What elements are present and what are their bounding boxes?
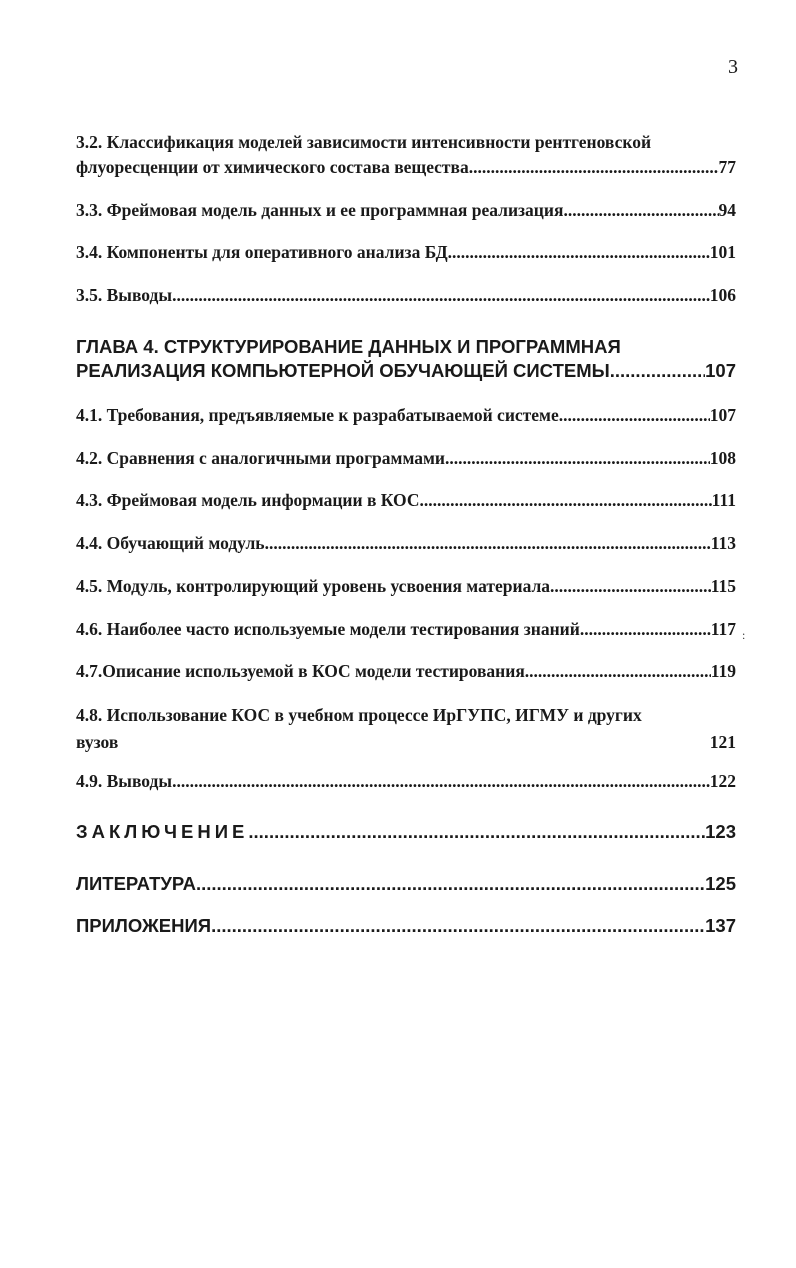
toc-entry-title-line1: 4.8. Использование КОС в учебном процессе ИрГУПС, ИГМУ и других — [76, 705, 642, 725]
leader-dots — [563, 200, 718, 221]
toc-entry-4-7 — [76, 661, 736, 682]
toc-entry-appendices — [76, 915, 736, 937]
leader-dots — [445, 448, 710, 469]
toc-entry-4-6 — [76, 619, 736, 640]
toc-entry-page: 108 — [709, 448, 736, 468]
toc-entry-page: 94 — [718, 200, 736, 220]
toc-entry-4-8 — [76, 705, 736, 753]
toc-entry-page: 137 — [705, 915, 736, 936]
toc-entry-title: 4.4. Обучающий модуль — [76, 533, 265, 553]
toc-entry-title: ЛИТЕРАТУРА — [76, 873, 196, 894]
leader-dots — [420, 490, 712, 511]
toc-entry-page: 122 — [709, 771, 736, 791]
toc-entry-page: 107 — [705, 360, 736, 381]
toc-entry-page: 106 — [709, 285, 736, 305]
toc-entry-page: 125 — [705, 873, 736, 894]
toc-entry-4-2 — [76, 448, 736, 469]
toc-entry-4-1 — [76, 405, 736, 426]
toc-entry-title: РЕАЛИЗАЦИЯ КОМПЬЮТЕРНОЙ ОБУЧАЮЩЕЙ СИСТЕМЫ — [76, 360, 610, 381]
leader-dots — [172, 771, 710, 792]
leader-dots — [211, 915, 705, 937]
leader-dots — [172, 285, 710, 306]
toc-entry-page: 117 — [710, 619, 736, 639]
toc-entry-title-line1: 3.2. Классификация моделей зависимости интенсивности рентгеновской — [76, 132, 652, 152]
toc-entry-page: 101 — [709, 242, 736, 262]
toc-entry-title: 4.2. Сравнения с аналогичными программами — [76, 448, 445, 468]
toc-entry-4-4 — [76, 533, 736, 554]
toc-entry-4-9 — [76, 771, 736, 792]
leader-dots — [196, 873, 705, 895]
leader-dots — [580, 619, 711, 640]
toc-entry-page: 115 — [710, 576, 736, 596]
toc-entry-title: 3.4. Компоненты для оперативного анализа БД — [76, 242, 448, 262]
toc-entry-title: 3.5. Выводы — [76, 285, 173, 305]
scan-speck-mark: : — [742, 628, 746, 642]
leader-dots — [559, 405, 710, 426]
toc-entry-3-2 — [76, 132, 736, 178]
toc-entry-title: ПРИЛОЖЕНИЯ — [76, 915, 212, 936]
toc-entry-chapter-4 — [76, 336, 736, 382]
page-number: 3 — [728, 56, 738, 78]
toc-entry-conclusion — [76, 821, 736, 843]
leader-dots — [550, 576, 711, 597]
toc-entry-title: 4.7.Описание используемой в КОС модели тестирования — [76, 661, 525, 681]
toc-entry-title: 4.5. Модуль, контролирующий уровень усвоения материала — [76, 576, 551, 596]
toc-entry-title: 4.1. Требования, предъявляемые к разрабатываемой системе — [76, 405, 559, 425]
toc-entry-page: 119 — [710, 661, 736, 681]
toc-entry-page: 111 — [711, 490, 736, 510]
toc-entry-title: ЗАКЛЮЧЕНИЕ — [76, 821, 249, 842]
toc-entry-literature — [76, 873, 736, 895]
toc-entry-title: 4.6. Наиболее часто используемые модели тестирования знаний — [76, 619, 580, 639]
leader-dots — [448, 242, 710, 263]
toc-entry-page: 107 — [709, 405, 736, 425]
toc-entry-title: 4.9. Выводы — [76, 771, 173, 791]
toc-entry-page: 113 — [710, 533, 736, 553]
toc-entry-title-line1: ГЛАВА 4. СТРУКТУРИРОВАНИЕ ДАННЫХ И ПРОГРАММНАЯ — [76, 336, 621, 357]
leader-dots — [525, 661, 711, 682]
toc-entry-title: 3.3. Фреймовая модель данных и ее программная реализация — [76, 200, 564, 220]
leader-dots — [469, 157, 719, 178]
leader-dots — [265, 533, 711, 554]
toc-entry-3-5 — [76, 285, 736, 306]
toc-entry-title: вузов — [76, 732, 119, 752]
toc-entry-title: флуоресценции от химического состава вещества — [76, 157, 469, 177]
toc-entry-4-5 — [76, 576, 736, 597]
toc-entry-page: 121 — [709, 732, 736, 752]
leader-dots — [610, 360, 705, 382]
toc-entry-3-4 — [76, 242, 736, 263]
toc-entry-page: 123 — [705, 821, 736, 842]
toc-entry-4-3 — [76, 490, 736, 511]
toc-entry-title: 4.3. Фреймовая модель информации в КОС — [76, 490, 420, 510]
toc-entry-3-3 — [76, 200, 736, 221]
toc-entry-page: 77 — [718, 157, 736, 177]
leader-dots — [248, 821, 705, 843]
